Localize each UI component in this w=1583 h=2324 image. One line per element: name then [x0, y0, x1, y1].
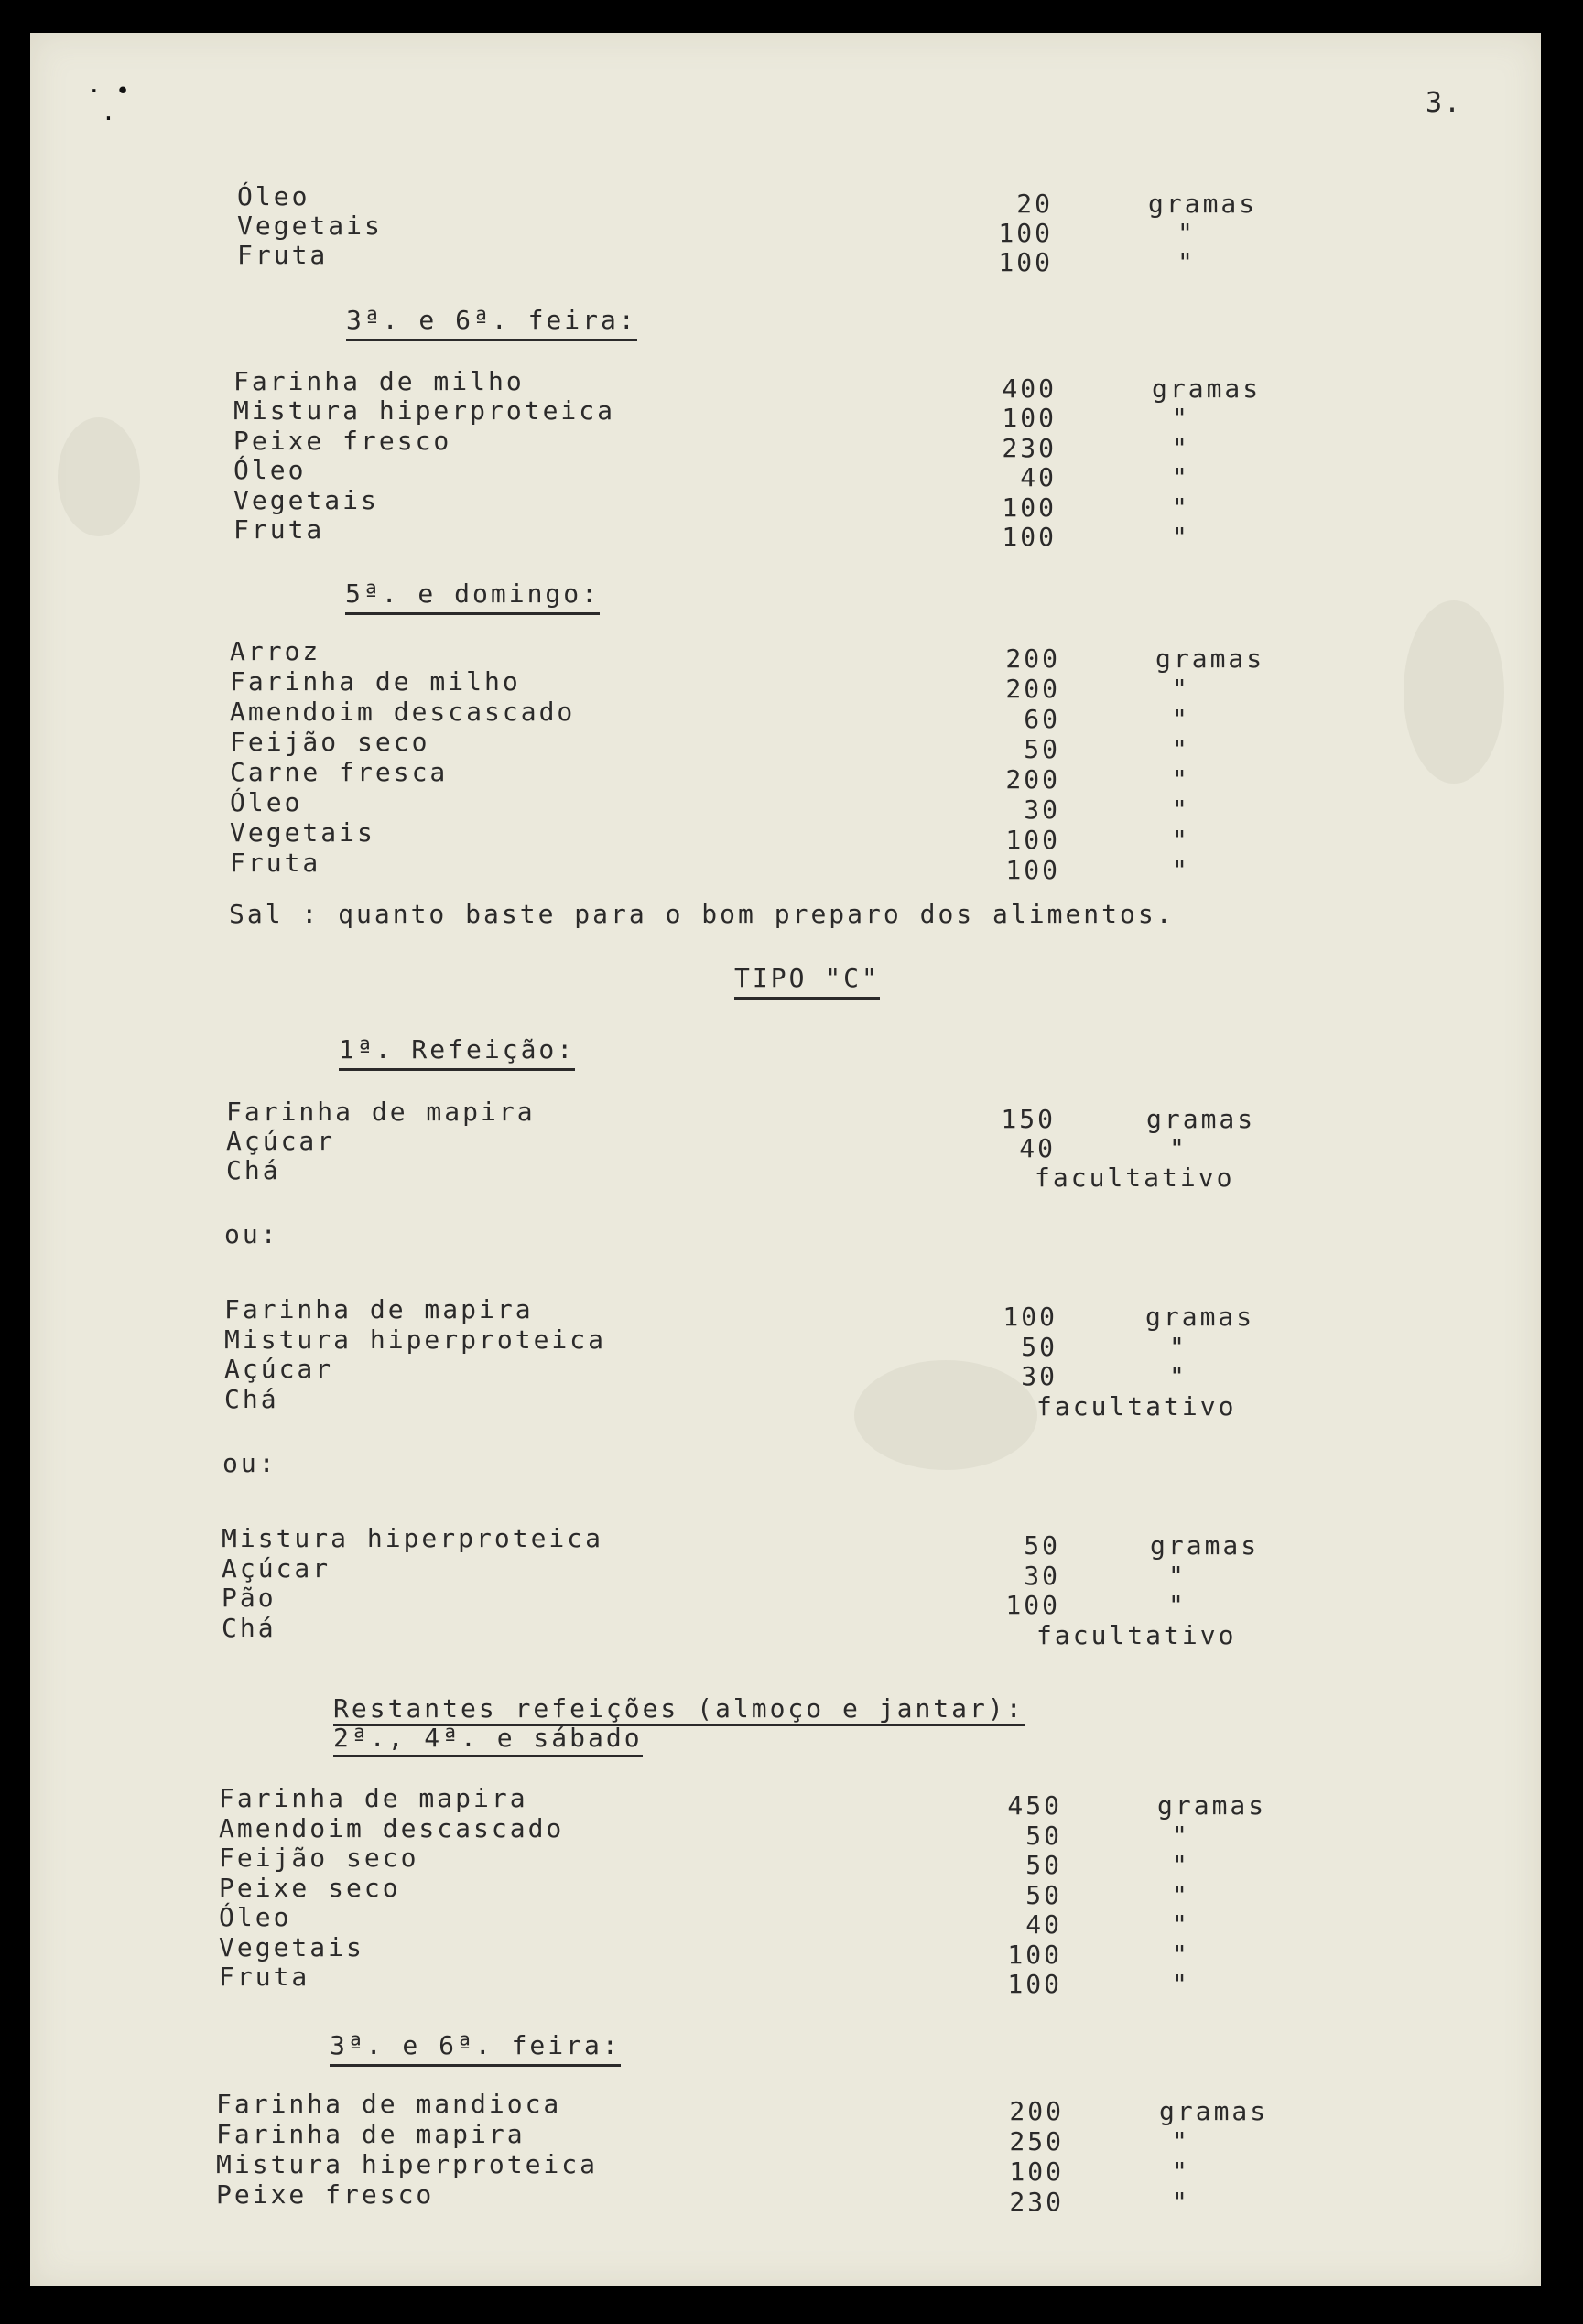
ditto-mark: "	[1172, 1850, 1190, 1880]
food-item-name: Amendoim descascado	[230, 697, 576, 727]
food-item-name: Feijão seco	[219, 1843, 419, 1873]
section-heading-3a-6a-feira-c: 3ª. e 6ª. feira:	[330, 2030, 621, 2067]
food-item-unit: gramas	[1148, 189, 1258, 219]
food-item-name: Pão	[222, 1583, 276, 1613]
food-item-unit: gramas	[1145, 1302, 1255, 1332]
ditto-mark: "	[1172, 1939, 1190, 1970]
food-item-name: Carne fresca	[230, 757, 449, 787]
ditto-mark: "	[1172, 674, 1190, 704]
food-item-quantity: 100	[1007, 1969, 1062, 1999]
food-item-quantity: 20	[1016, 189, 1053, 219]
food-item-name: Mistura hiperproteica	[224, 1324, 607, 1355]
food-item-name: Amendoim descascado	[219, 1812, 565, 1843]
food-item-quantity: 100	[1007, 1939, 1062, 1970]
ditto-mark: "	[1172, 734, 1190, 764]
food-item-quantity: 100	[1005, 1590, 1060, 1620]
food-item-quantity: 100	[1003, 1302, 1057, 1332]
food-item-optional: facultativo	[1035, 1162, 1235, 1193]
food-item-quantity: 50	[1024, 734, 1060, 764]
food-item-quantity: 100	[1005, 825, 1060, 855]
ditto-mark: "	[1172, 1879, 1190, 1910]
food-item-name: Mistura hiperproteica	[233, 395, 616, 427]
section-heading-1a-refeicao: 1ª. Refeição:	[339, 1034, 575, 1071]
food-item-name: Chá	[224, 1383, 279, 1414]
food-item-quantity: 50	[1025, 1850, 1062, 1880]
food-item-name: Farinha de milho	[233, 366, 525, 396]
food-item-name: Fruta	[233, 513, 325, 545]
ditto-mark: "	[1172, 2187, 1190, 2217]
food-item-quantity: 100	[1005, 855, 1060, 885]
ink-specks: · • ·	[87, 78, 130, 133]
food-item-name: Fruta	[237, 240, 329, 270]
food-item-quantity: 250	[1009, 2126, 1064, 2156]
food-item-quantity: 200	[1005, 674, 1060, 704]
food-item-name: Chá	[226, 1155, 281, 1185]
food-item-name: Arroz	[230, 636, 321, 666]
section-heading-5a-domingo: 5ª. e domingo:	[345, 578, 600, 615]
food-item-name: Farinha de mapira	[224, 1294, 534, 1324]
ditto-mark: "	[1172, 704, 1190, 734]
food-item-quantity: 100	[1009, 2156, 1064, 2187]
food-item-quantity: 50	[1024, 1530, 1060, 1561]
paper-stain	[58, 417, 140, 536]
or-label: ou:	[222, 1448, 277, 1478]
food-item-name: Farinha de mandioca	[216, 2089, 562, 2119]
ditto-mark: "	[1177, 218, 1196, 248]
ditto-mark: "	[1169, 1133, 1187, 1163]
tipo-c-heading: TIPO "C"	[734, 963, 880, 1000]
food-item-name: Peixe seco	[219, 1872, 401, 1903]
food-item-name: Óleo	[219, 1902, 292, 1932]
food-item-name: Açúcar	[224, 1354, 334, 1384]
ditto-mark: "	[1169, 1331, 1187, 1362]
food-item-name: Açúcar	[226, 1126, 336, 1156]
ditto-mark: "	[1172, 432, 1190, 463]
ditto-mark: "	[1168, 1590, 1187, 1620]
food-item-quantity: 40	[1020, 462, 1057, 493]
ditto-mark: "	[1172, 764, 1190, 794]
food-item-name: Mistura hiperproteica	[222, 1523, 604, 1553]
food-item-quantity: 40	[1019, 1133, 1056, 1163]
food-item-name: Chá	[222, 1612, 276, 1643]
section-heading-3a-6a-feira: 3ª. e 6ª. feira:	[346, 305, 637, 341]
food-item-name: Óleo	[230, 787, 303, 817]
ditto-mark: "	[1172, 2156, 1190, 2187]
food-item-name: Farinha de mapira	[219, 1783, 528, 1813]
food-item-quantity: 450	[1007, 1790, 1062, 1821]
food-item-unit: gramas	[1157, 1790, 1267, 1821]
ditto-mark: "	[1172, 1820, 1190, 1851]
food-item-quantity: 60	[1024, 704, 1060, 734]
food-item-name: Peixe fresco	[216, 2179, 435, 2210]
food-item-quantity: 200	[1009, 2096, 1064, 2126]
ditto-mark: "	[1172, 1909, 1190, 1940]
food-item-name: Peixe fresco	[233, 425, 452, 456]
ditto-mark: "	[1172, 492, 1190, 523]
food-item-name: Óleo	[237, 181, 310, 211]
or-label: ou:	[224, 1219, 279, 1249]
ditto-mark: "	[1172, 794, 1190, 825]
food-item-quantity: 100	[1002, 403, 1057, 434]
food-item-quantity: 150	[1001, 1104, 1056, 1134]
food-item-quantity: 100	[1002, 492, 1057, 523]
food-item-name: Açúcar	[222, 1552, 331, 1584]
ditto-mark: "	[1172, 2126, 1190, 2156]
food-item-unit: gramas	[1155, 643, 1265, 674]
food-item-quantity: 230	[1002, 432, 1057, 463]
food-item-unit: gramas	[1146, 1104, 1256, 1134]
food-item-quantity: 100	[998, 218, 1053, 248]
food-item-name: Óleo	[233, 455, 307, 486]
food-item-name: Vegetais	[219, 1931, 364, 1962]
food-item-quantity: 40	[1025, 1909, 1062, 1940]
food-item-quantity: 400	[1002, 373, 1057, 404]
salt-note: Sal : quanto baste para o bom preparo dos alimentos.	[229, 899, 1175, 929]
food-item-quantity: 50	[1021, 1331, 1057, 1362]
ditto-mark: "	[1168, 1560, 1187, 1591]
food-item-name: Vegetais	[230, 817, 375, 848]
food-item-name: Feijão seco	[230, 727, 430, 757]
food-item-quantity: 200	[1005, 643, 1060, 674]
ditto-mark: "	[1172, 1969, 1190, 1999]
food-item-name: Vegetais	[233, 484, 379, 515]
food-item-quantity: 100	[1002, 521, 1057, 552]
ditto-mark: "	[1172, 521, 1190, 552]
food-item-unit: gramas	[1159, 2096, 1269, 2126]
food-item-optional: facultativo	[1036, 1390, 1237, 1421]
food-item-quantity: 50	[1025, 1820, 1062, 1851]
food-item-name: Farinha de milho	[230, 666, 521, 697]
food-item-name: Farinha de mapira	[216, 2119, 526, 2149]
ditto-mark: "	[1172, 462, 1190, 493]
food-item-name: Vegetais	[237, 211, 383, 241]
ditto-mark: "	[1169, 1361, 1187, 1391]
food-item-name: Fruta	[230, 848, 321, 878]
ditto-mark: "	[1172, 825, 1190, 855]
food-item-quantity: 30	[1024, 1560, 1060, 1591]
food-item-quantity: 50	[1025, 1879, 1062, 1910]
food-item-name: Mistura hiperproteica	[216, 2149, 599, 2179]
ditto-mark: "	[1177, 247, 1196, 277]
food-item-unit: gramas	[1150, 1530, 1260, 1561]
food-item-optional: facultativo	[1036, 1619, 1237, 1650]
food-item-quantity: 30	[1021, 1361, 1057, 1391]
food-item-quantity: 200	[1005, 764, 1060, 794]
section-heading-restantes: Restantes refeições (almoço e jantar):	[333, 1693, 1025, 1726]
food-item-unit: gramas	[1152, 373, 1262, 404]
ditto-mark: "	[1172, 855, 1190, 885]
food-item-name: Farinha de mapira	[226, 1097, 536, 1127]
food-item-name: Fruta	[219, 1962, 310, 1992]
food-item-quantity: 230	[1009, 2187, 1064, 2217]
page-number: 3.	[1426, 87, 1463, 119]
food-item-quantity: 30	[1024, 794, 1060, 825]
ditto-mark: "	[1172, 403, 1190, 434]
section-subheading-2a-4a-sabado: 2ª., 4ª. e sábado	[333, 1723, 643, 1757]
food-item-quantity: 100	[998, 247, 1053, 277]
paper-stain	[1404, 600, 1504, 784]
